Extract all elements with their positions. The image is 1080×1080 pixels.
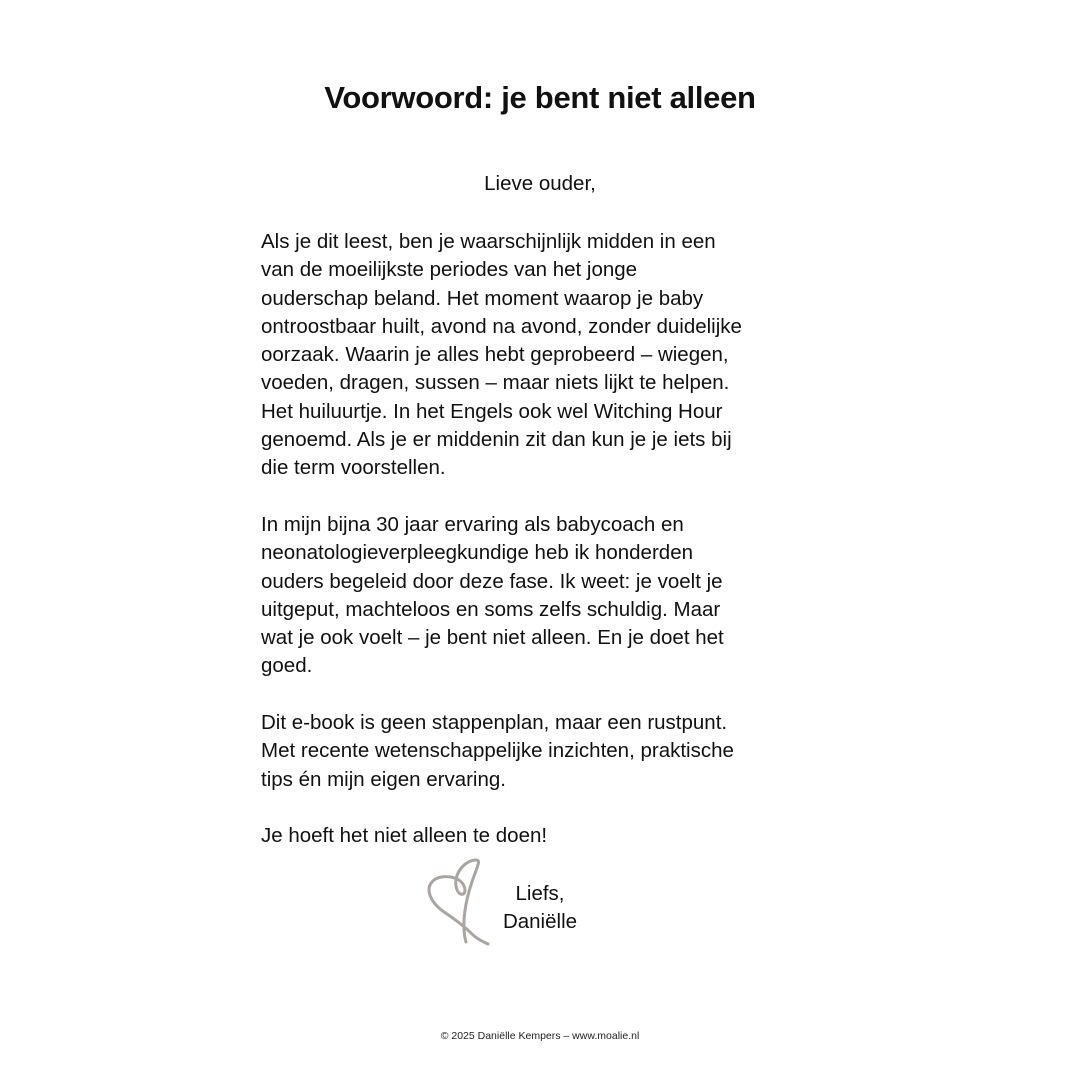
paragraph-line: oorzaak. Waarin je alles hebt geprobeerd – wiegen, bbox=[261, 343, 729, 367]
signoff bbox=[470, 880, 610, 936]
signoff-line: Liefs, bbox=[515, 882, 565, 905]
paragraph-line: uitgeput, machteloos en soms zelfs schuldig. Maar bbox=[261, 597, 721, 621]
paragraph-line: neonatologieverpleegkundige heb ik honderden bbox=[261, 541, 693, 565]
letter-body bbox=[261, 228, 742, 851]
page-title: Voorwoord: je bent niet alleen bbox=[324, 80, 756, 115]
paragraph-line: goed. bbox=[261, 654, 313, 678]
paragraph-line: voeden, dragen, sussen – maar niets lijkt te helpen. bbox=[261, 371, 730, 395]
signoff-name: Daniëlle bbox=[502, 910, 578, 933]
paragraph-line: ouders begeleid door deze fase. Ik weet: je voelt je bbox=[261, 569, 723, 593]
greeting: Lieve ouder, bbox=[484, 172, 596, 195]
paragraph-line: Met recente wetenschappelijke inzichten, praktische bbox=[261, 739, 734, 763]
paragraph-line: die term voorstellen. bbox=[261, 456, 446, 480]
paragraph-line: wat je ook voelt – je bent niet alleen. En je doet het bbox=[261, 626, 724, 650]
paragraph-line: tips én mijn eigen ervaring. bbox=[261, 767, 506, 791]
paragraph-line: ouderschap beland. Het moment waarop je baby bbox=[261, 286, 704, 310]
paragraph-line: Dit e-book is geen stappenplan, maar een rustpunt. bbox=[261, 711, 728, 735]
paragraph-line: Het huiluurtje. In het Engels ook wel Witching Hour bbox=[261, 399, 723, 423]
paragraph-line: ontroostbaar huilt, avond na avond, zonder duidelijke bbox=[261, 314, 742, 338]
paragraph-line: Je hoeft het niet alleen te doen! bbox=[261, 824, 548, 848]
paragraph-spacer bbox=[261, 794, 742, 822]
paragraph-line: van de moeilijkste periodes van het jonge bbox=[261, 258, 638, 282]
paragraph-line: Als je dit leest, ben je waarschijnlijk midden in een bbox=[261, 230, 716, 253]
paragraph-spacer bbox=[261, 681, 742, 709]
footer-copyright: © 2025 Daniëlle Kempers – www.moalie.nl bbox=[440, 1030, 640, 1042]
paragraph-line: genoemd. Als je er middenin zit dan kun je je iets bij bbox=[261, 428, 732, 452]
paragraph-line: In mijn bijna 30 jaar ervaring als babycoach en bbox=[261, 512, 684, 536]
paragraph-spacer bbox=[261, 483, 742, 511]
